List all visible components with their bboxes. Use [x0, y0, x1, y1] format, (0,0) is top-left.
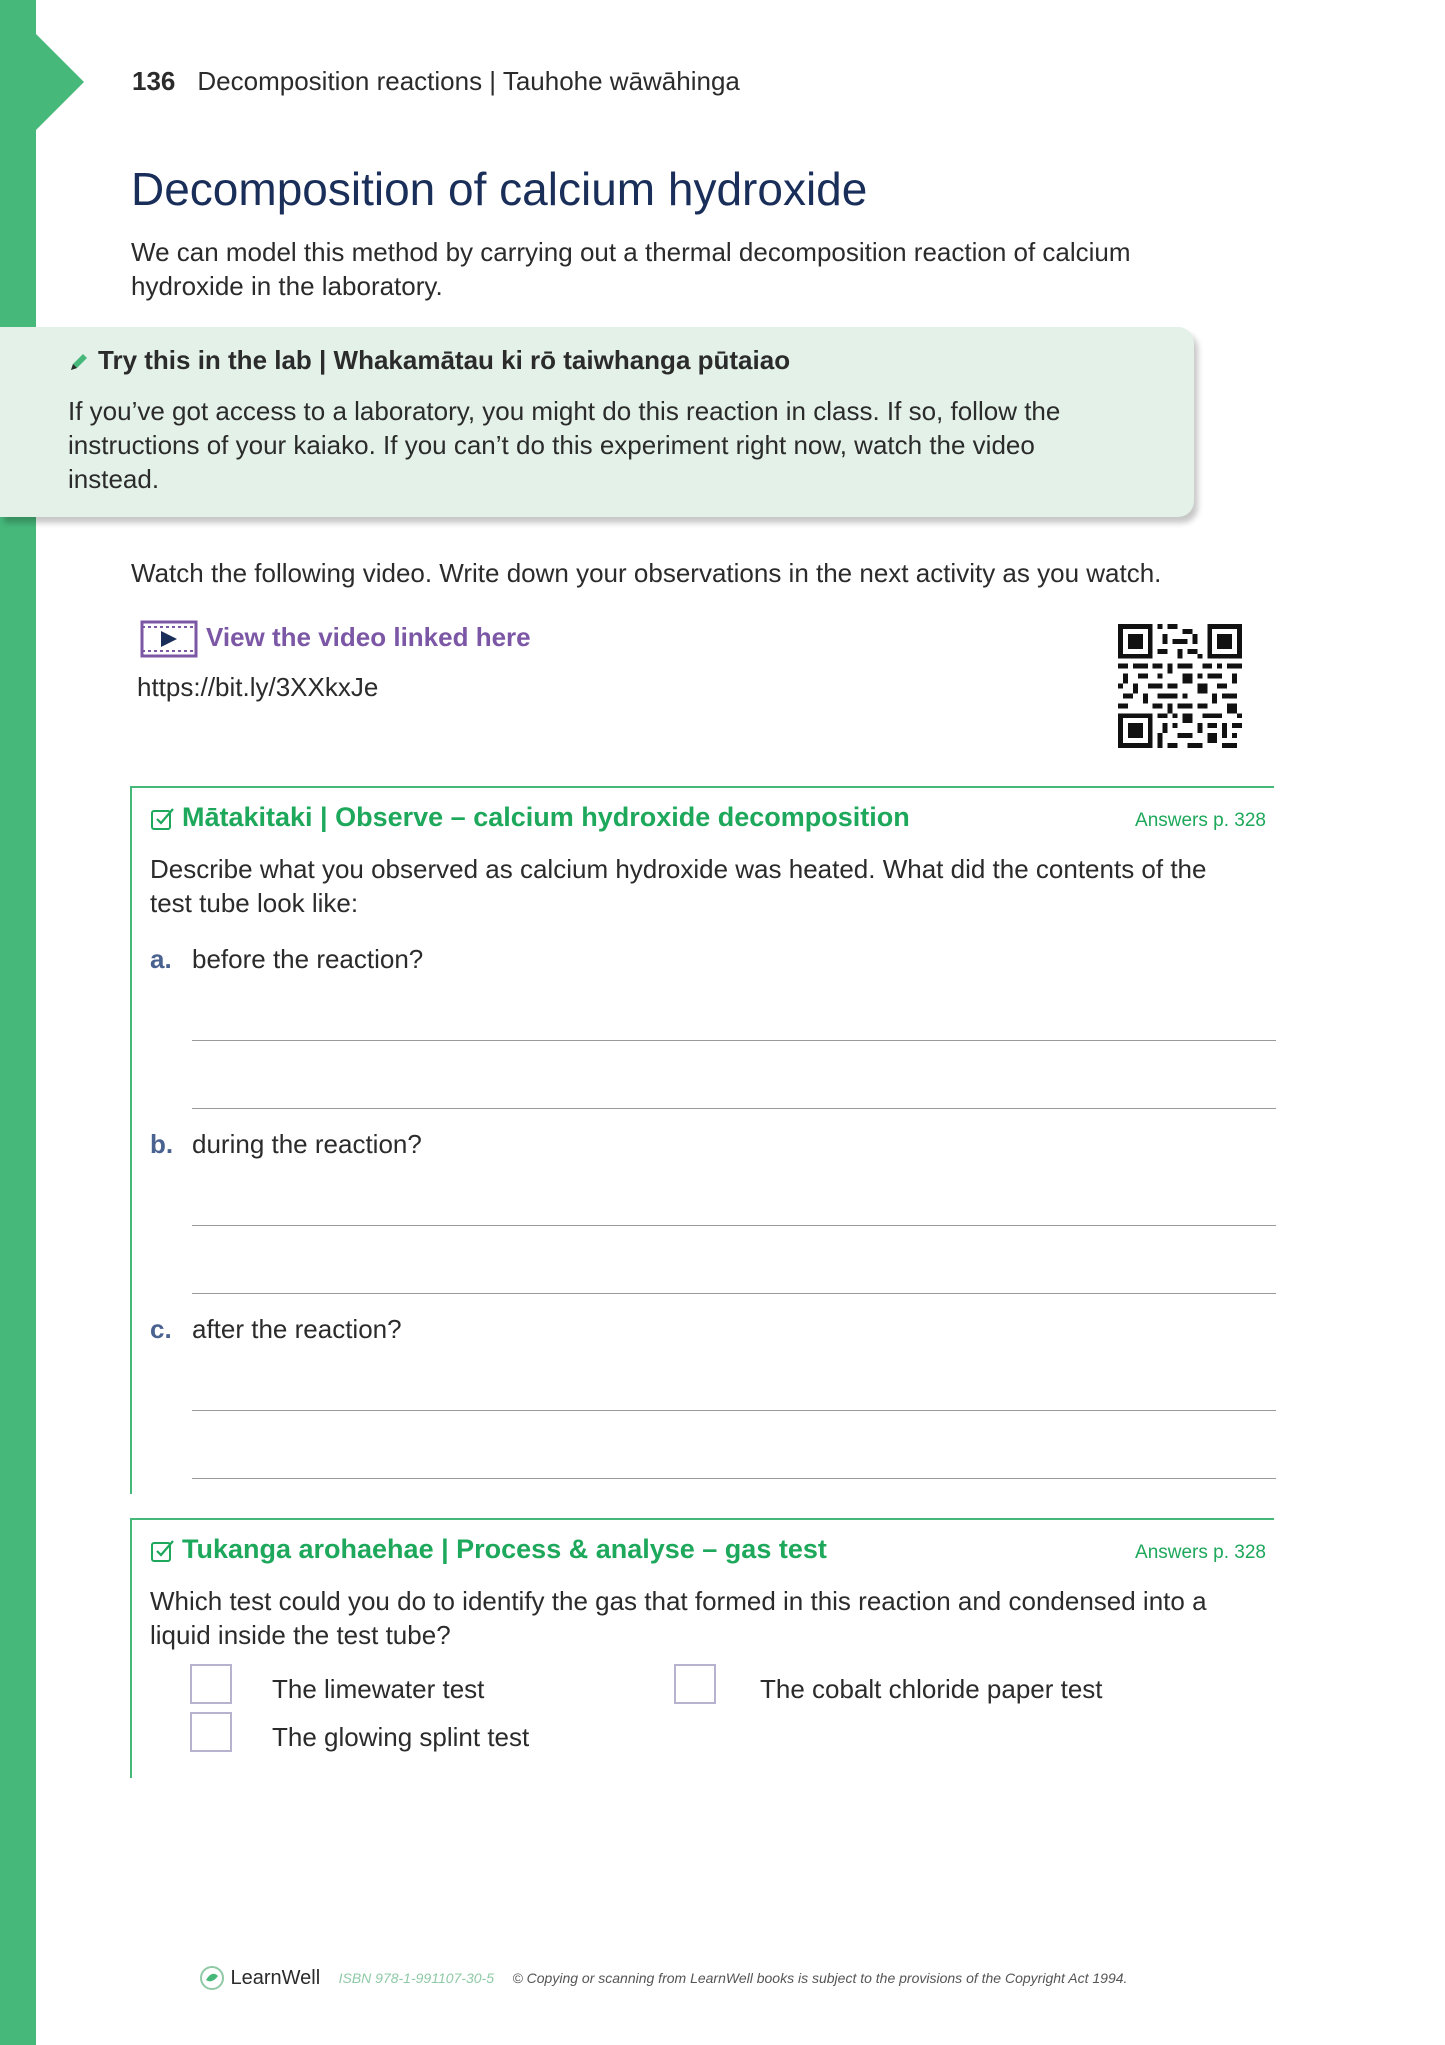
lab-callout-body	[68, 394, 1168, 496]
lab-line: instead.	[68, 464, 160, 494]
lab-callout-title	[68, 345, 790, 376]
answer-line[interactable]	[192, 1478, 1276, 1479]
lab-line: instructions of your kaiako. If you can’t do this experiment right now, watch the video	[68, 430, 1035, 460]
running-header	[132, 66, 740, 97]
question-b	[150, 1129, 422, 1160]
learnwell-logo-icon	[198, 1964, 226, 1992]
pencil-icon	[68, 351, 90, 373]
question-letter: a.	[150, 944, 172, 974]
page-title: Decomposition of calcium hydroxide	[131, 163, 868, 215]
checkbox-pencil-icon	[150, 806, 176, 832]
qr-code-icon[interactable]	[1118, 624, 1242, 748]
question-letter: b.	[150, 1129, 174, 1159]
gas-test-prompt	[150, 1584, 1260, 1652]
intro-paragraph	[131, 235, 1231, 303]
question-text: after the reaction?	[192, 1314, 402, 1344]
video-play-icon	[140, 620, 198, 658]
answer-line[interactable]	[192, 1410, 1276, 1411]
observe-activity-title: Mātakitaki | Observe – calcium hydroxide decomposition	[182, 802, 910, 832]
footer-copyright: © Copying or scanning from LearnWell books is subject to the provisions of the Copyright Act 1994.	[512, 1970, 1128, 1986]
video-link-text[interactable]: View the video linked here	[206, 621, 531, 652]
lab-line: If you’ve got access to a laboratory, you might do this reaction in class. If so, follow the	[68, 396, 1061, 426]
footer-brand: LearnWell	[230, 1966, 321, 1989]
page-number: 136	[132, 66, 176, 96]
question-text: during the reaction?	[192, 1129, 422, 1159]
observe-activity	[130, 786, 1274, 1494]
video-link[interactable]	[140, 620, 531, 658]
gas-test-activity-heading	[150, 1534, 827, 1565]
prompt-line: Describe what you observed as calcium hydroxide was heated. What did the contents of the	[150, 854, 1207, 884]
answer-line[interactable]	[192, 1040, 1276, 1041]
question-a	[150, 944, 423, 975]
option-label-glowing-splint: The glowing splint test	[272, 1722, 530, 1752]
option-label-limewater: The limewater test	[272, 1674, 485, 1704]
video-url[interactable]: https://bit.ly/3XXkxJe	[137, 672, 379, 702]
gas-test-activity-title: Tukanga arohaehae | Process & analyse – gas test	[182, 1534, 827, 1564]
prompt-line: liquid inside the test tube?	[150, 1620, 451, 1650]
option-checkbox-glowing-splint[interactable]	[190, 1712, 232, 1752]
checkbox-pencil-icon	[150, 1538, 176, 1564]
option-label-cobalt-chloride: The cobalt chloride paper test	[760, 1674, 1103, 1704]
answer-line[interactable]	[192, 1225, 1276, 1226]
intro-line: We can model this method by carrying out a thermal decomposition reaction of calcium	[131, 237, 1131, 267]
lab-callout-title-text: Try this in the lab | Whakamātau ki rō taiwhanga pūtaiao	[98, 345, 791, 375]
page-edge-bar	[0, 0, 36, 2045]
question-text: before the reaction?	[192, 944, 424, 974]
prompt-line: Which test could you do to identify the gas that formed in this reaction and condensed into a	[150, 1586, 1207, 1616]
footer-isbn: ISBN 978-1-991107-30-5	[338, 1970, 494, 1986]
observe-activity-heading	[150, 802, 910, 833]
option-checkbox-cobalt-chloride[interactable]	[674, 1664, 716, 1704]
page-footer	[198, 1964, 1127, 1992]
gas-test-activity	[130, 1518, 1274, 1778]
intro-line: hydroxide in the laboratory.	[131, 271, 443, 301]
option-checkbox-limewater[interactable]	[190, 1664, 232, 1704]
answer-line[interactable]	[192, 1293, 1276, 1294]
watch-instruction: Watch the following video. Write down your observations in the next activity as you watch.	[131, 558, 1162, 588]
question-letter: c.	[150, 1314, 172, 1344]
answer-line[interactable]	[192, 1108, 1276, 1109]
answers-reference: Answers p. 328	[1135, 810, 1266, 831]
observe-prompt	[150, 852, 1260, 920]
page-tab-arrow	[36, 34, 84, 130]
prompt-line: test tube look like:	[150, 888, 359, 918]
section-title: Decomposition reactions | Tauhohe wāwāhinga	[197, 66, 740, 96]
question-c	[150, 1314, 402, 1345]
answers-reference: Answers p. 328	[1135, 1542, 1266, 1563]
